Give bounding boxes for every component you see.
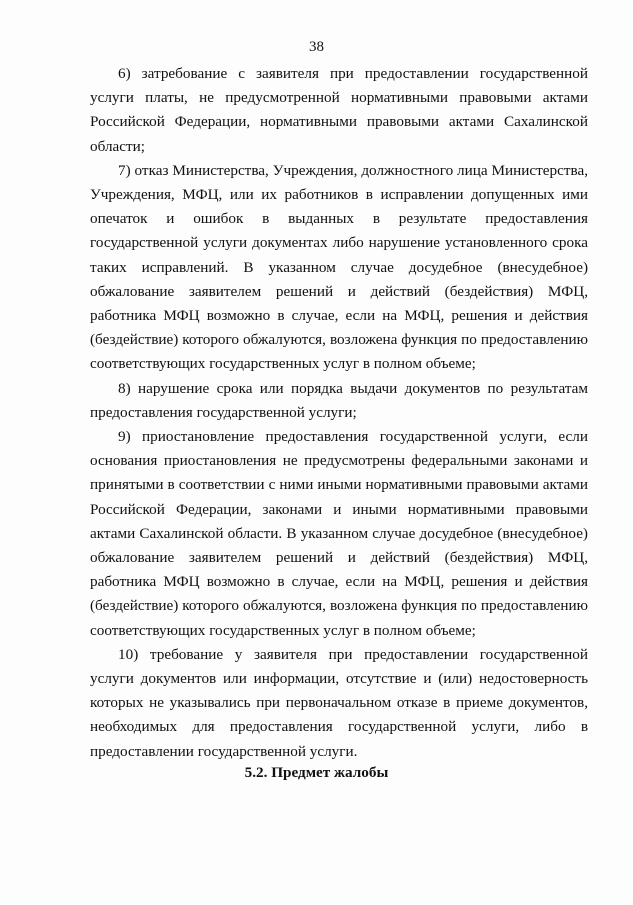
paragraph-item-7: 7) отказ Министерства, Учреждения, должностного лица Министерства, Учреждения, МФЦ, или их работников в исправлении допущенных ими опечаток и ошибок в выданных в результате предоставления государственной услуги документах либо нарушение установленного срока таких исправлений. В указанном случае досудебное (внесудебное) обжалование заявителем решений и действий (бездействия) МФЦ, работника МФЦ возможно в случае, если на МФЦ, решения и действия (бездействие) которого обжалуются, возложена функция по предоставлению соответствующих государственных услуг в полном объеме; [90, 161, 588, 373]
page-number: 38 [309, 39, 324, 55]
section-heading: 5.2. Предмет жалобы [244, 764, 389, 781]
paragraph-item-6: 6) затребование с заявителя при предоставлении государственной услуги платы, не предусмотренной нормативными правовыми актами Российской Федерации, нормативными правовыми актами Сахалинской области; [90, 65, 588, 155]
document-body [90, 62, 588, 764]
paragraph-item-10: 10) требование у заявителя при предоставлении государственной услуги документов или информации, отсутствие и (или) недостоверность которых не указывались при первоначальном отказе в приеме документов, необходимых для предоставления государственной услуги, либо в предоставлении государственной услуги. [90, 645, 588, 760]
paragraph-item-8: 8) нарушение срока или порядка выдачи документов по результатам предоставления государственной услуги; [90, 379, 588, 421]
paragraph-item-9: 9) приостановление предоставления государственной услуги, если основания приостановления не предусмотрены федеральными законами и принятыми в соответствии с ними иными нормативными правовыми актами Российской Федерации, законами и иными нормативными правовыми актами Сахалинской области. В указанном случае досудебное (внесудебное) обжалование заявителем решений и действий (бездействия) МФЦ, работника МФЦ возможно в случае, если на МФЦ, решения и действия (бездействие) которого обжалуются, возложена функция по предоставлению соответствующих государственных услуг в полном объеме; [90, 428, 588, 639]
